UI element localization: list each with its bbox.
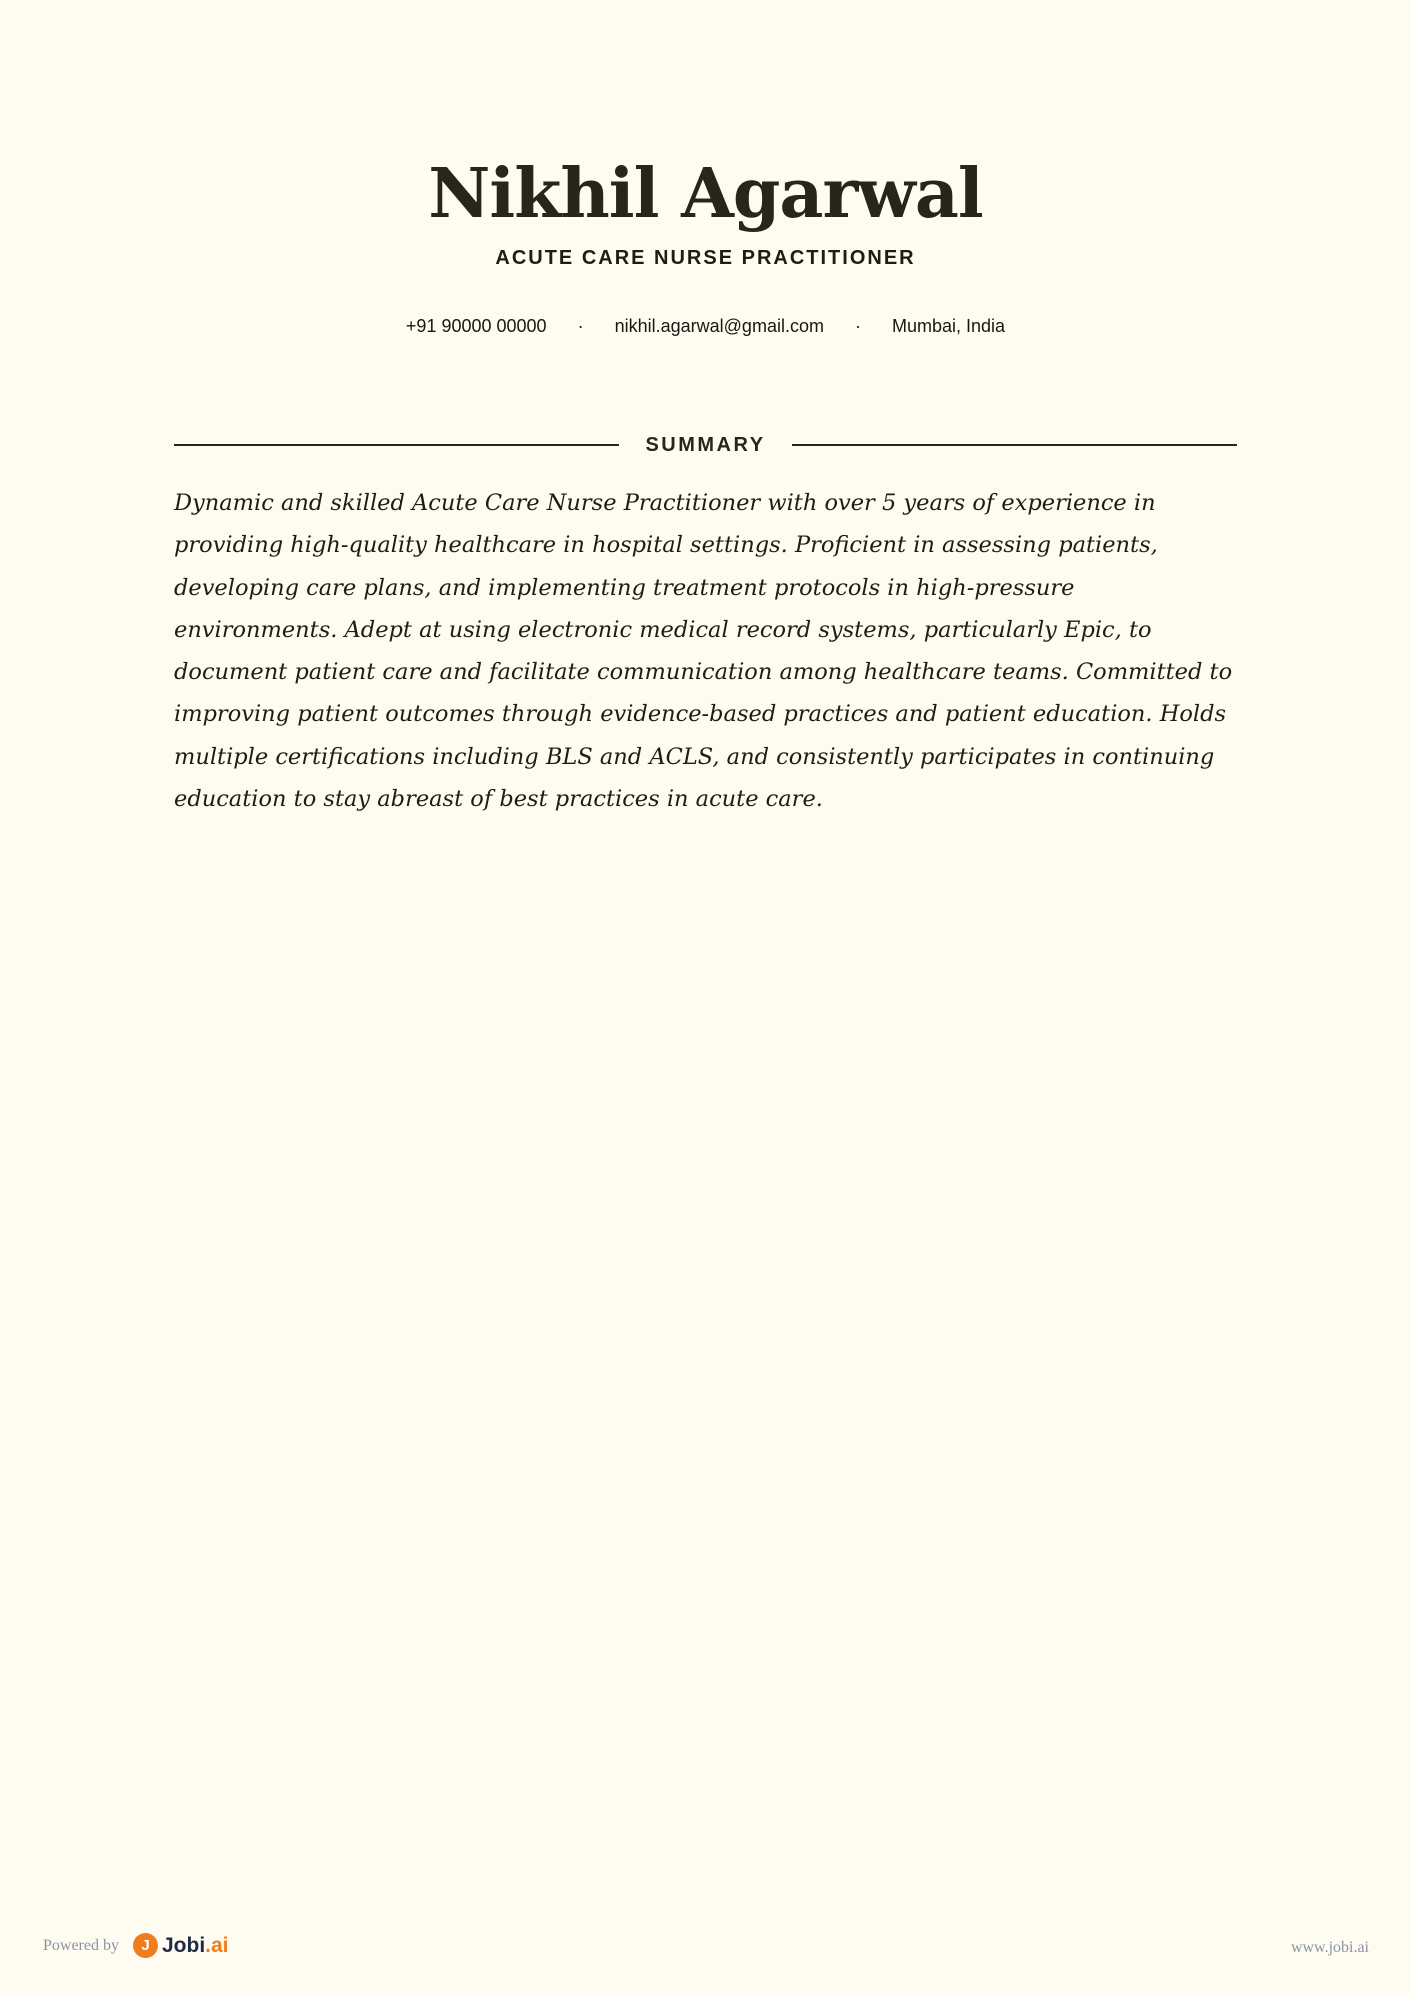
jobi-logo[interactable] bbox=[133, 1933, 229, 1958]
powered-by bbox=[43, 1933, 229, 1958]
jobi-logo-text bbox=[162, 1934, 229, 1958]
candidate-name: Nikhil Agarwal bbox=[428, 154, 983, 234]
resume-header bbox=[0, 155, 1411, 270]
divider-left bbox=[174, 444, 619, 446]
jobi-logo-suffix: .ai bbox=[205, 1933, 229, 1957]
website-link[interactable]: www.jobi.ai bbox=[1290, 1939, 1369, 1956]
contact-line bbox=[0, 316, 1411, 337]
location: Mumbai, India bbox=[892, 316, 1006, 336]
jobi-logo-name: Jobi bbox=[161, 1933, 206, 1957]
summary-heading: SUMMARY bbox=[645, 433, 766, 456]
powered-by-label: Powered by bbox=[43, 1936, 119, 1954]
summary-section-heading bbox=[174, 430, 1237, 460]
email-address[interactable]: nikhil.agarwal@gmail.com bbox=[614, 316, 824, 336]
jobi-logo-icon: J bbox=[133, 1933, 158, 1958]
contact-separator: · bbox=[577, 316, 584, 336]
contact-separator: · bbox=[854, 316, 861, 336]
divider-right bbox=[792, 444, 1237, 446]
job-title: ACUTE CARE NURSE PRACTITIONER bbox=[495, 247, 916, 270]
summary-text: Dynamic and skilled Acute Care Nurse Practitioner with over 5 years of experience in providing high-quality healthcare in hospital settings. Proficient in assessing patients, developing care plans, and implementing treatment protocols in high-pressure environments. Adept at using electronic medical record systems, particularly Epic, to document patient care and facilitate communication among healthcare teams. Committed to improving patient outcomes through evidence-based practices and patient education. Holds multiple certifications including BLS and ACLS, and consistently participates in continuing education to stay abreast of best practices in acute care. bbox=[174, 490, 1233, 813]
phone-number: +91 90000 00000 bbox=[405, 316, 547, 336]
